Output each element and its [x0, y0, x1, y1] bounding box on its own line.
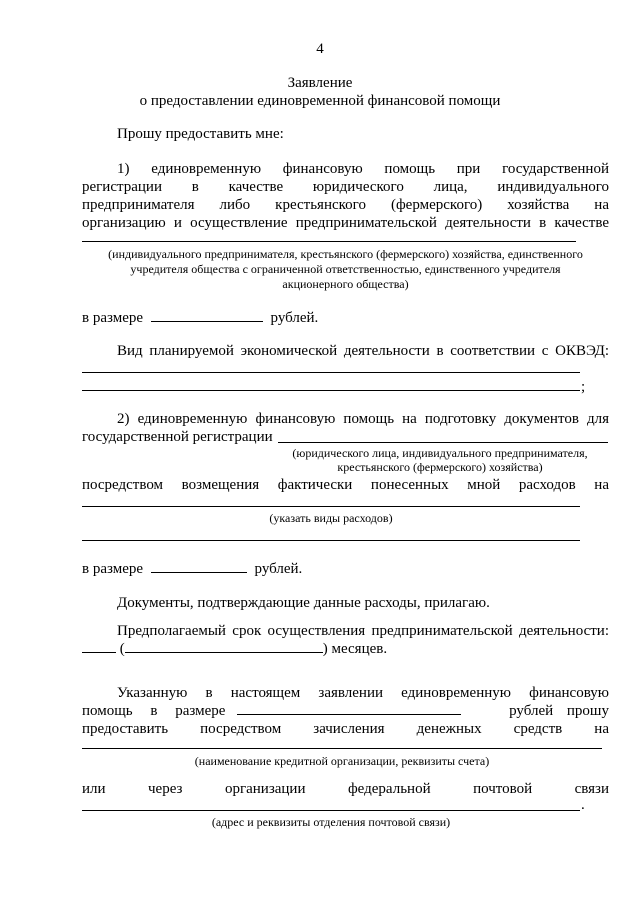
- term-number-field[interactable]: [82, 651, 116, 653]
- item1-caption2: учредителя общества с ограниченной ответственностью, единственного учредителя: [130, 262, 561, 276]
- entity-type-field[interactable]: [82, 241, 576, 242]
- payment-caption2: (адрес и реквизиты отделения почтовой связи): [211, 815, 451, 829]
- item2-line1: 2) единовременную финансовую помощь на подготовку документов для: [117, 411, 609, 427]
- documents-text: Документы, подтверждающие данные расходы, прилагаю.: [117, 595, 490, 611]
- registration-entity-field[interactable]: [278, 442, 608, 443]
- okved-field-line1[interactable]: [82, 372, 580, 373]
- payment-line4: или через организации федеральной почтовой связи: [82, 781, 609, 797]
- item1-amount-field[interactable]: [151, 320, 263, 322]
- item1-line4: организацию и осуществление предпринимательской деятельности в качестве: [82, 215, 609, 231]
- payment-line1: Указанную в настоящем заявлении единовременную финансовую: [117, 685, 609, 701]
- item2-amount-field[interactable]: [151, 571, 247, 573]
- okved-field-line2[interactable]: [82, 390, 580, 391]
- okved-label: Вид планируемой экономической деятельности в соответствии с ОКВЭД:: [117, 343, 609, 359]
- page-number: 4: [316, 41, 324, 57]
- item1-line3: предпринимателя либо крестьянского (фермерского) хозяйства на: [82, 197, 609, 213]
- item2-caption3: (указать виды расходов): [269, 511, 393, 525]
- document-title: Заявление: [287, 75, 353, 91]
- item2-amount-prefix: в размере: [82, 561, 144, 577]
- item1-amount-line: [82, 309, 318, 327]
- term-line1: Предполагаемый срок осуществления предпринимательской деятельности:: [117, 623, 609, 639]
- item1-amount-prefix: в размере: [82, 310, 144, 326]
- item2-amount-suffix: рублей.: [254, 561, 303, 577]
- document-subtitle: о предоставлении единовременной финансовой помощи: [139, 93, 501, 109]
- expense-types-field-line2[interactable]: [82, 540, 580, 541]
- item2-caption2: крестьянского (фермерского) хозяйства): [337, 460, 543, 474]
- payment-amount-field[interactable]: [237, 713, 461, 715]
- item1-line1: 1) единовременную финансовую помощь при государственной: [117, 161, 609, 177]
- payment-line2b: рублей прошу: [509, 703, 609, 719]
- item2-line2: государственной регистрации: [82, 429, 273, 445]
- term-paren-open: (: [119, 641, 125, 657]
- okved-end: ;: [581, 379, 586, 395]
- item2-amount-line: [82, 560, 302, 578]
- intro-text: Прошу предоставить мне:: [117, 126, 284, 142]
- payment-line3: предоставить посредством зачисления денежных средств на: [82, 721, 609, 737]
- term-paren-close: ) месяцев.: [322, 641, 388, 657]
- post-office-field[interactable]: [82, 810, 580, 811]
- term-line2: [82, 640, 387, 658]
- payment-caption1: (наименование кредитной организации, реквизиты счета): [194, 754, 490, 768]
- expense-types-field[interactable]: [82, 506, 580, 507]
- item2-caption1: (юридического лица, индивидуального предпринимателя,: [292, 446, 588, 460]
- item2-line3: посредством возмещения фактически понесенных мной расходов на: [82, 477, 609, 493]
- payment-line2a: помощь в размере: [82, 703, 226, 719]
- term-words-field[interactable]: [125, 651, 323, 653]
- payment-line2: [82, 702, 609, 720]
- bank-details-field[interactable]: [82, 748, 602, 749]
- item1-amount-suffix: рублей.: [270, 310, 319, 326]
- item1-caption3: акционерного общества): [282, 277, 409, 291]
- item1-caption1: (индивидуального предпринимателя, крестьянского (фермерского) хозяйства, единственного: [108, 247, 583, 261]
- payment-end: .: [581, 797, 585, 813]
- item1-line2: регистрации в качестве юридического лица, индивидуального: [82, 179, 609, 195]
